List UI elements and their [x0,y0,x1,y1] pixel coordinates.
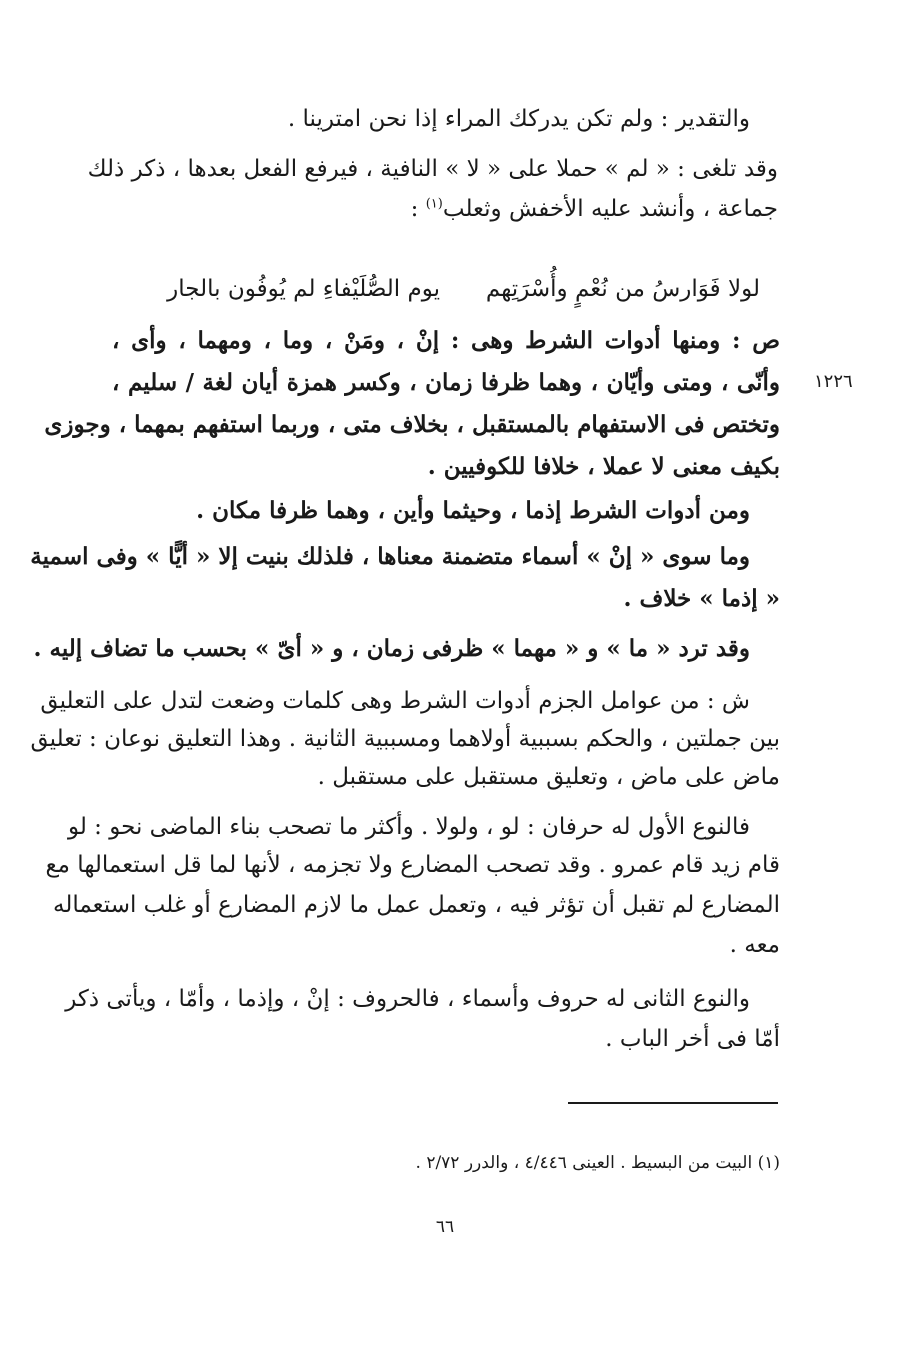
sharh-line: ماض على ماض ، وتعليق مستقبل على مستقبل . [317,764,780,790]
margin-reference: ١٢٢٦ [814,371,853,392]
text-line-with-footnote-ref [410,190,778,228]
sharh-line: أمّا فى أخر الباب . [605,1026,780,1052]
footnote: (١) البيت من البسيط . العينى ٤/٤٤٦ ، والدرر ٢/٧٢ . [415,1153,780,1173]
matn-line: وأنّى ، ومتى وأيّان ، وهما ظرفا زمان ، وكسر همزة أيان لغة / سليم ، [112,369,780,396]
sharh-line: معه . [729,932,780,958]
sharh-line: بين جملتين ، والحكم بسببية أولاهما ومسببية الثانية . وهذا التعليق نوعان : تعليق [30,726,780,752]
matn-line: بكيف معنى لا عملا ، خلافا للكوفيين . [427,453,780,480]
sharh-line: قام زيد قام عمرو . وقد تصحب المضارع ولا تجزمه ، لأنها لما قل استعمالها مع [45,852,780,878]
text-line: والتقدير : ولم تكن يدركك المراء إذا نحن امترينا . [287,106,750,132]
sharh-line: والنوع الثانى له حروف وأسماء ، فالحروف : إنْ ، وإذما ، وأمّا ، ويأتى ذكر [65,986,750,1012]
sharh-line: ش : من عوامل الجزم أدوات الشرط وهى كلمات وضعت لتدل على التعليق [40,688,750,714]
matn-line: « إذما » خلاف . [623,585,780,612]
footnote-separator [568,1102,778,1104]
matn-line: وما سوى « إنْ » أسماء متضمنة معناها ، فلذلك بنيت إلا « أيًّا » وفى اسمية [30,543,750,570]
footnote-marker: (١) [425,196,443,212]
matn-line: وقد ترد « ما » و « مهما » ظرفى زمان ، و « أىّ » بحسب ما تضاف إليه . [33,635,750,662]
matn-line: ومن أدوات الشرط إذما ، وحيثما وأين ، وهما ظرفا مكان . [196,497,750,524]
matn-line: ص : ومنها أدوات الشرط وهى : إنْ ، ومَنْ ، وما ، ومهما ، وأى ، [112,327,780,354]
sharh-line: المضارع لم تقبل أن تؤثر فيه ، وتعمل عمل ما لازم المضارع أو غلب استعماله [53,892,780,918]
text-span: : [410,196,426,222]
sharh-line: فالنوع الأول له حرفان : لو ، ولولا . وأكثر ما تصحب بناء الماضى نحو : لو [67,814,750,840]
page-number: ٦٦ [435,1217,455,1237]
verse-hemistich-second: يوم الصُّلَيْفاءِ لم يُوفُون بالجار [167,276,440,302]
verse-hemistich-first: لولا فَوَارسُ من نُعْمٍ وأُسْرَتِهم [485,276,760,302]
matn-line: وتختص فى الاستفهام بالمستقبل ، بخلاف متى ، وربما استفهم بمهما ، وجوزى [44,411,780,438]
text-line: وقد تلغى : « لم » حملا على « لا » النافية ، فيرفع الفعل بعدها ، ذكر ذلك [87,156,778,182]
text-span: جماعة ، وأنشد عليه الأخفش وثعلب [442,196,778,222]
